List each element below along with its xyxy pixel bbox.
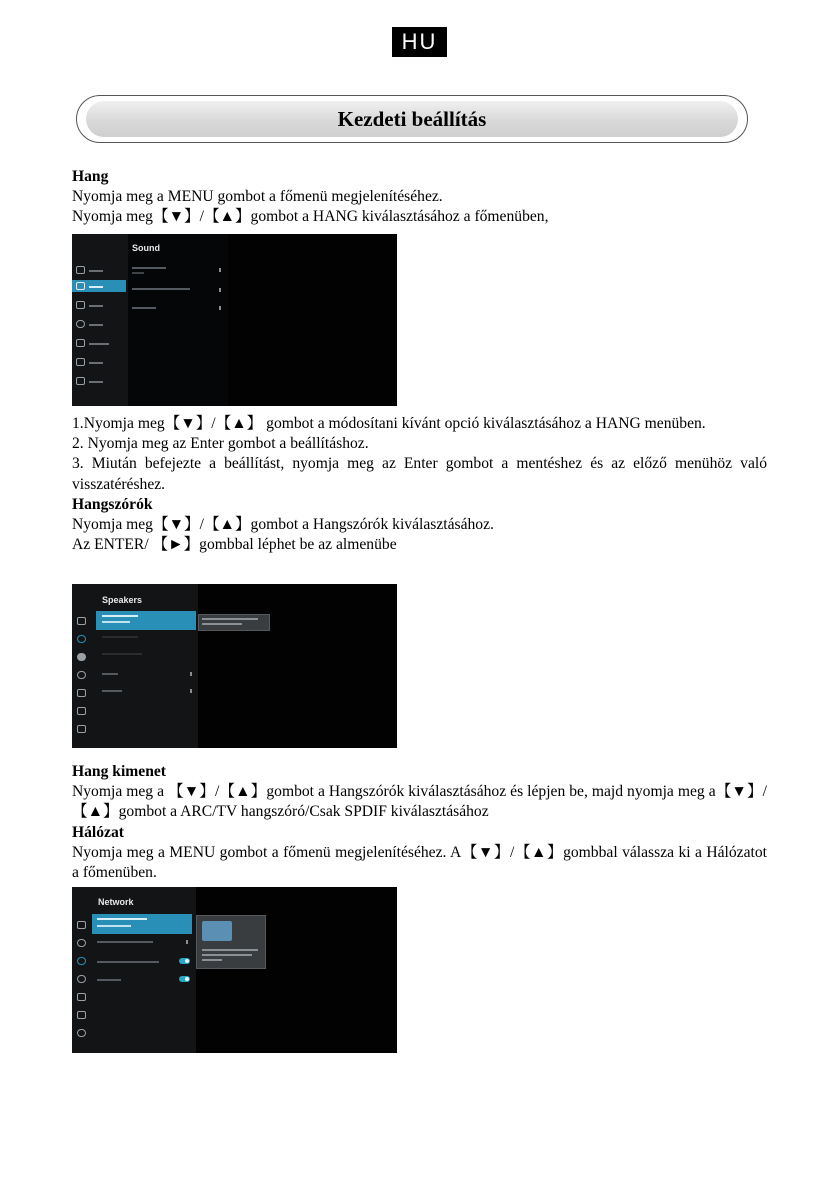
menu-row (102, 673, 118, 675)
picture-icon (77, 921, 86, 929)
language-badge: HU (392, 27, 447, 57)
sound-icon (77, 635, 86, 643)
chevron-right-icon (219, 268, 221, 272)
speakers-panel (72, 584, 198, 748)
picture-icon (76, 266, 85, 274)
menu-row-value (132, 272, 144, 274)
popup-text (202, 959, 222, 961)
sidebar-label (89, 270, 103, 272)
preview-area (228, 234, 397, 406)
option-value (102, 621, 130, 623)
apps-icon (77, 1011, 86, 1019)
section-output-network (72, 762, 767, 883)
screenshot-sound-menu (72, 234, 397, 406)
sound-icon (77, 939, 86, 947)
menu-row (102, 653, 142, 655)
general-icon (77, 671, 86, 679)
menu-row (97, 941, 153, 943)
antenna-icon (76, 339, 85, 347)
output-line-1: Nyomja meg a 【▼】/【▲】gombot a Hangszórók kiválasztásához és lépjen be, majd nyomja meg a【▼】/【▲】gombot a ARC/TV hangszóró/Csak SPDIF kiválasztásához (72, 783, 767, 821)
sidebar-label (89, 305, 103, 307)
option-label (97, 918, 147, 920)
menu-row (132, 288, 190, 290)
popup-text (202, 949, 258, 951)
apps-icon (77, 707, 86, 715)
preview-area (196, 887, 397, 1053)
speakers-line-2: Az ENTER/ 【►】gombbal léphet be az almenübe (72, 536, 397, 554)
menu-title: Speakers (102, 595, 143, 605)
chevron-right-icon (219, 306, 221, 310)
section-heading-hang: Hang (72, 168, 109, 185)
support-icon (76, 377, 85, 385)
sidebar-label (89, 324, 103, 326)
popup-text (202, 954, 252, 956)
support-icon (77, 725, 86, 733)
selected-option (92, 914, 192, 934)
network-panel (72, 887, 196, 1053)
sidebar-label (89, 343, 109, 345)
page-title: Kezdeti beállítás (86, 101, 738, 137)
menu-row (102, 690, 122, 692)
option-label (102, 615, 138, 617)
apps-icon (76, 358, 85, 366)
step-2: 2. Nyomja meg az Enter gombot a beállításhoz. (72, 435, 369, 453)
menu-row (132, 307, 156, 309)
screenshot-speakers-menu (72, 584, 397, 748)
section-hang (72, 167, 767, 228)
section-steps (72, 414, 767, 555)
hang-line-2: Nyomja meg【▼】/【▲】gombot a HANG kiválasztásához a főmenüben, (72, 208, 549, 226)
preview-area (198, 584, 397, 748)
picture-icon (77, 617, 86, 625)
network-icon (76, 301, 85, 309)
network-line-1: Nyomja meg a MENU gombot a főmenü megjelenítéséhez. A【▼】/【▲】gombbal válassza ki a Hálózatot a főmenüben. (72, 843, 767, 882)
antenna-icon (77, 689, 86, 697)
chevron-right-icon (186, 940, 188, 944)
chevron-right-icon (190, 689, 192, 693)
menu-row (97, 979, 121, 981)
hang-line-1: Nyomja meg a MENU gombot a főmenü megjelenítéséhez. (72, 188, 443, 206)
sidebar-label (89, 362, 103, 364)
menu-title: Network (98, 897, 134, 907)
screenshot-network-menu (72, 887, 397, 1053)
antenna-icon (77, 993, 86, 1001)
network-icon (77, 957, 86, 965)
popup-text (202, 618, 258, 620)
general-icon (76, 320, 85, 328)
sound-icon (76, 282, 85, 290)
sidebar-label (89, 286, 103, 288)
network-icon (77, 653, 86, 661)
chevron-right-icon (190, 672, 192, 676)
step-3: 3. Miután befejezte a beállítást, nyomja meg az Enter gombot a mentéshez és az előző menühöz való visszatéréshez. (72, 455, 767, 493)
sidebar-label (89, 381, 103, 383)
toggle-switch (179, 976, 190, 982)
network-illustration (202, 921, 232, 941)
option-value (97, 925, 131, 927)
speakers-line-1: Nyomja meg【▼】/【▲】gombot a Hangszórók kiválasztásához. (72, 516, 494, 534)
menu-row (102, 636, 138, 638)
section-heading-network: Hálózat (72, 823, 124, 841)
toggle-switch (179, 958, 190, 964)
menu-title: Sound (132, 243, 160, 253)
step-1: 1.Nyomja meg【▼】/【▲】 gombot a módosítani kívánt opció kiválasztásához a HANG menüben. (72, 415, 706, 432)
menu-row (132, 267, 166, 269)
section-heading-speakers: Hangszórók (72, 495, 153, 513)
section-heading-output: Hang kimenet (72, 763, 166, 780)
chevron-right-icon (219, 288, 221, 292)
menu-row (97, 961, 159, 963)
popup-text (202, 623, 242, 625)
support-icon (77, 1029, 86, 1037)
general-icon (77, 975, 86, 983)
